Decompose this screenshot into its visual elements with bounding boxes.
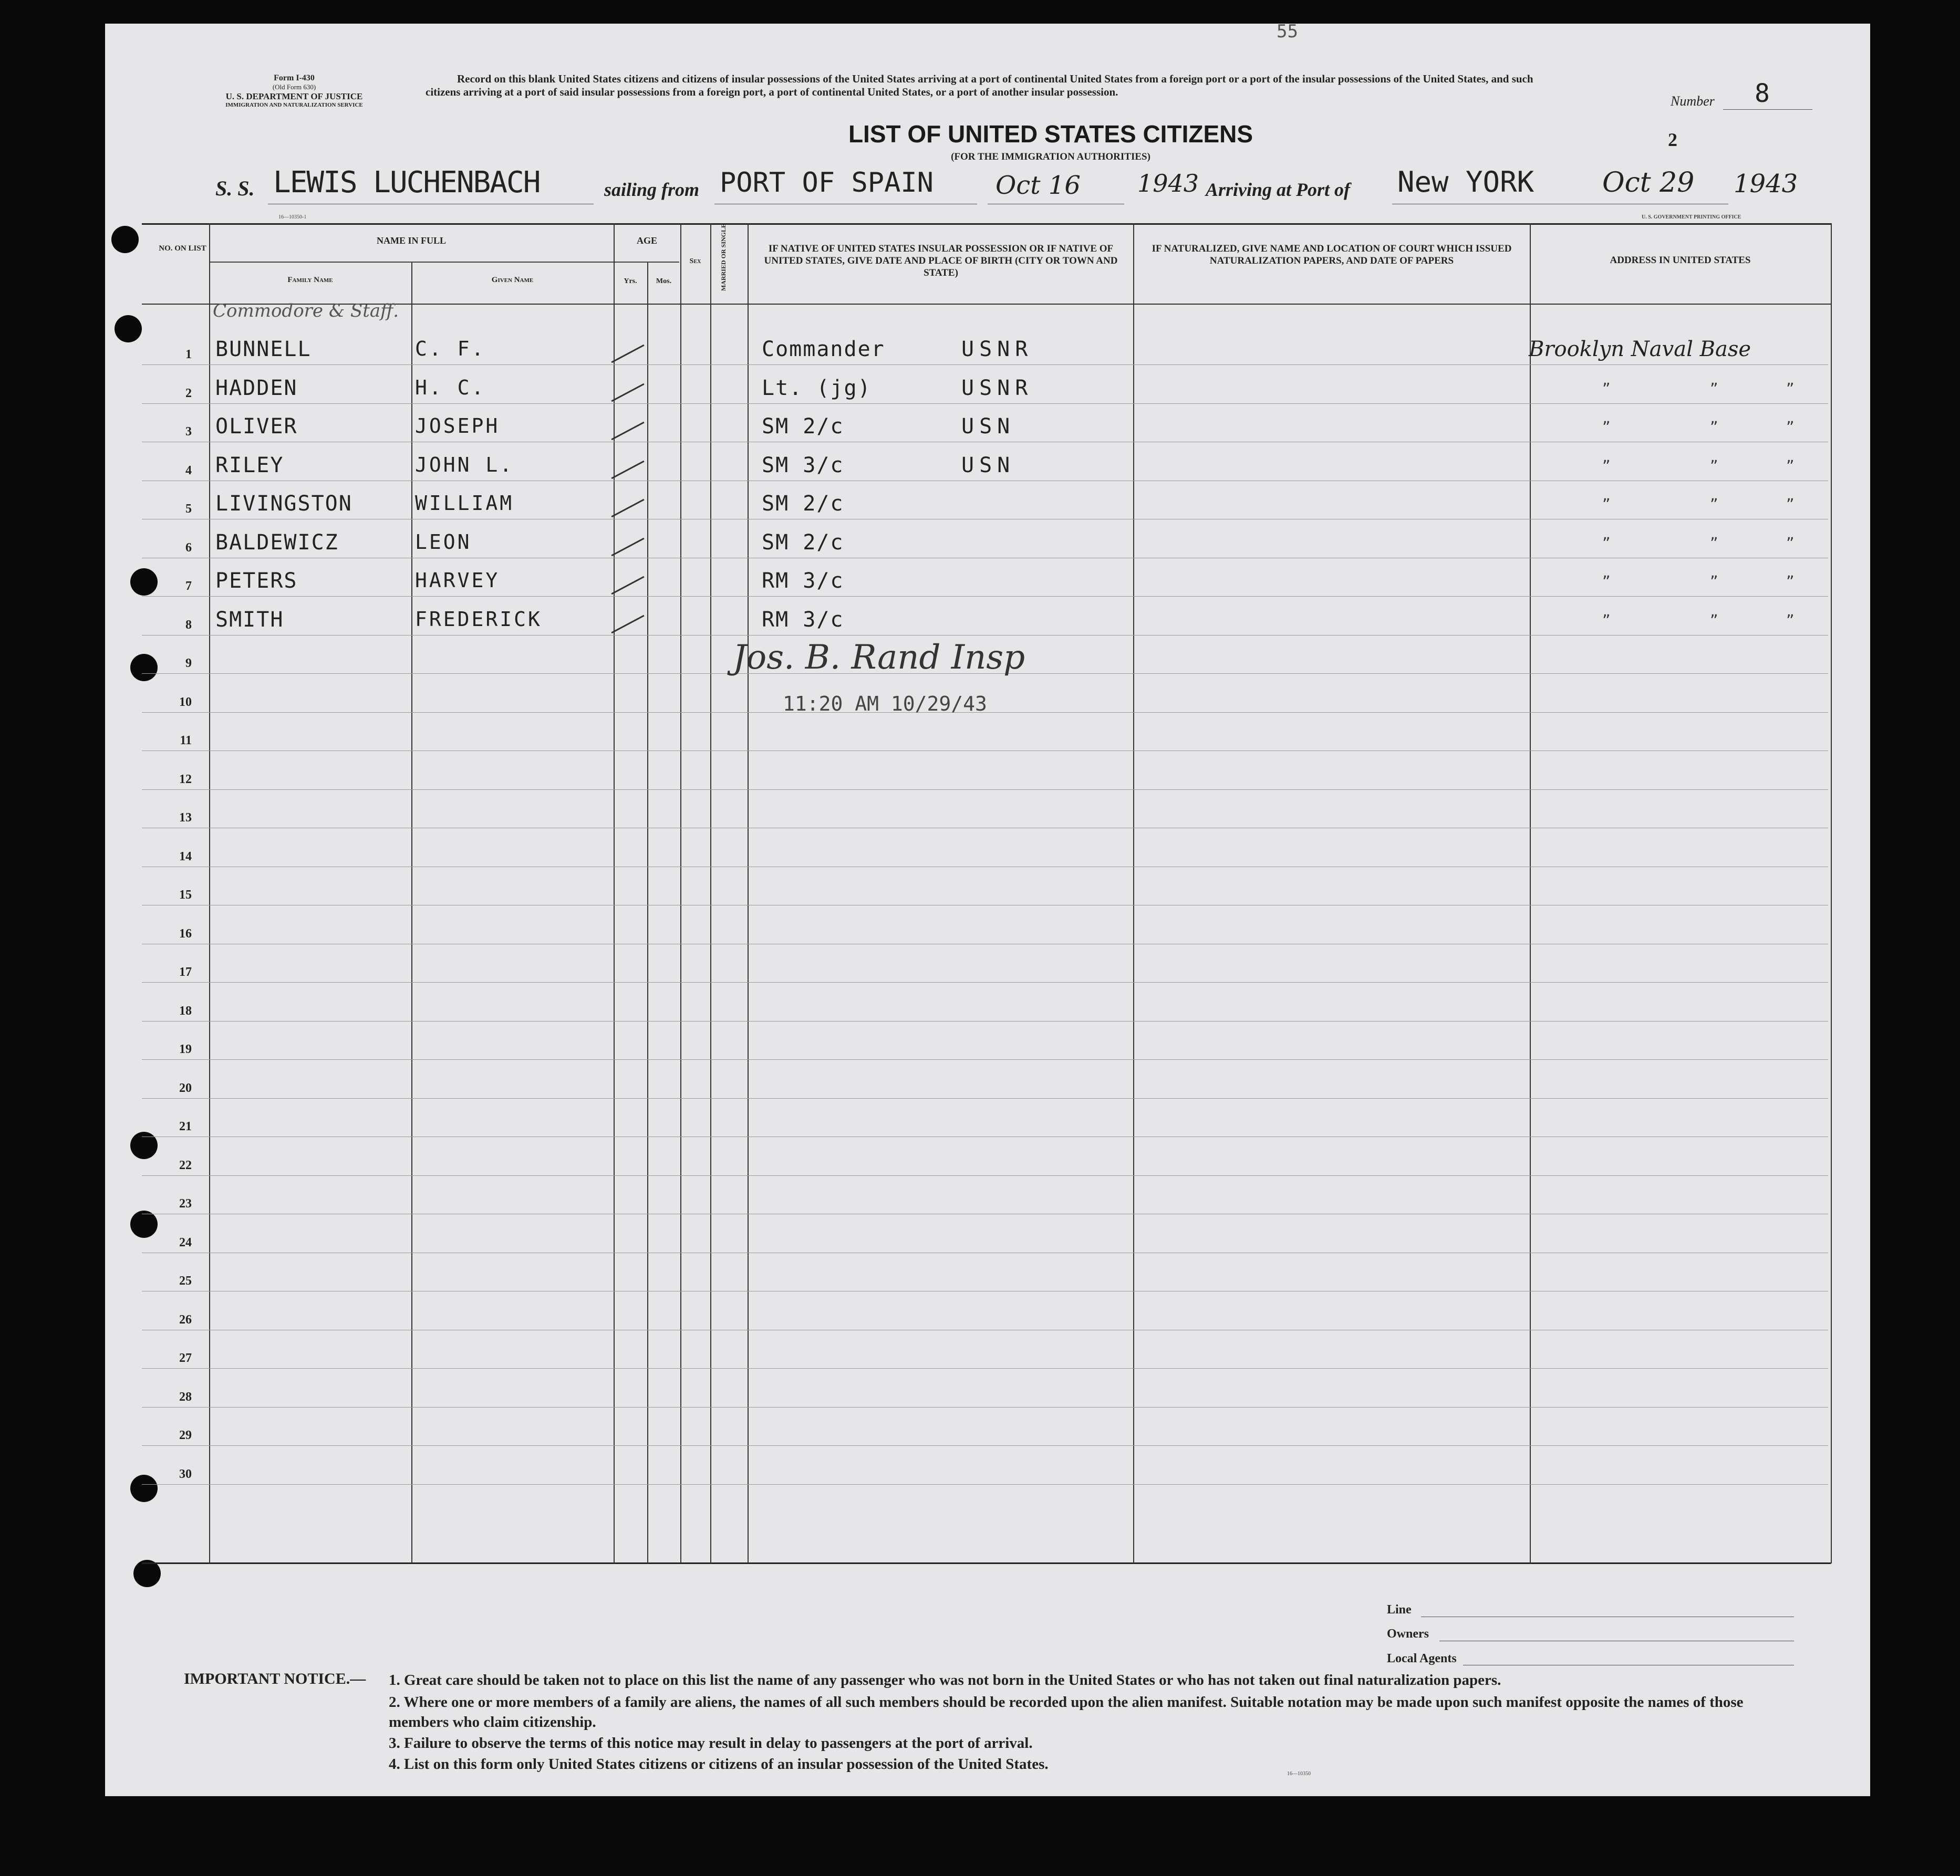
form-id-block — [210, 74, 378, 108]
table-top-border — [142, 223, 1831, 225]
owners-label: Owners — [1387, 1627, 1429, 1641]
family-name-cell: HADDEN — [215, 376, 298, 400]
given-name-cell: WILLIAM — [415, 492, 514, 515]
family-name-cell: PETERS — [215, 569, 298, 593]
ditto-mark: ” — [1710, 419, 1718, 437]
ruled-line — [142, 982, 1828, 983]
header-no-on-list: NO. ON LIST — [159, 244, 206, 253]
date-from: Oct 16 — [995, 171, 1081, 200]
ruled-line — [142, 1445, 1828, 1446]
given-name-cell: FREDERICK — [415, 608, 542, 631]
col-divider — [710, 223, 711, 1564]
ditto-mark: ” — [1710, 612, 1718, 630]
branch-cell: USNR — [961, 337, 1033, 361]
row-number: 20 — [179, 1081, 192, 1095]
ditto-mark: ” — [1710, 573, 1718, 591]
header-naturalized: IF NATURALIZED, GIVE NAME AND LOCATION OF COURT WHICH ISSUED NATURALIZATION PAPERS, AND DATE OF PAPERS — [1152, 243, 1512, 266]
rank-cell: SM 3/c — [762, 453, 844, 477]
port-from: PORT OF SPAIN — [720, 167, 934, 199]
rank-cell: SM 2/c — [762, 492, 844, 516]
ditto-mark: ” — [1786, 496, 1795, 514]
printing-code: 16—10350-1 — [278, 214, 307, 220]
gpo-imprint: U. S. GOVERNMENT PRINTING OFFICE — [1642, 214, 1741, 220]
ditto-mark: ” — [1602, 380, 1611, 399]
rank-cell: RM 3/c — [762, 569, 844, 593]
header-age: AGE — [636, 235, 657, 246]
row-number: 19 — [179, 1043, 192, 1056]
notice-item: 3. Failure to observe the terms of this notice may result in delay to passengers at the port of arrival. — [389, 1735, 1033, 1752]
row-number: 5 — [185, 502, 192, 516]
given-name-cell: JOHN L. — [415, 453, 514, 476]
row-number: 6 — [185, 541, 192, 555]
ss-label: S. S. — [215, 176, 255, 200]
row-number: 30 — [179, 1467, 192, 1481]
row-number: 25 — [179, 1274, 192, 1288]
family-name-cell: BUNNELL — [215, 337, 312, 361]
row-number: 14 — [179, 850, 192, 863]
notice-item: 1. Great care should be taken not to place on this list the name of any passenger who was not born in the United States or who has not taken out final naturalization papers. — [389, 1672, 1501, 1689]
branch-cell: USNR — [961, 376, 1033, 400]
ruled-line — [142, 596, 1828, 597]
ditto-mark: ” — [1786, 419, 1795, 437]
ditto-mark: ” — [1602, 496, 1611, 514]
family-name-cell: RILEY — [215, 453, 284, 477]
row-number: 27 — [179, 1351, 192, 1365]
header-married-single: MARRIED OR SINGLE — [720, 224, 727, 291]
header-address: ADDRESS IN UNITED STATES — [1610, 255, 1751, 266]
number-rule — [1723, 109, 1812, 110]
ditto-mark: ” — [1786, 380, 1795, 399]
punch-hole — [130, 1211, 158, 1238]
ditto-mark: ” — [1602, 419, 1611, 437]
family-name-cell: SMITH — [215, 608, 284, 632]
given-name-cell: H. C. — [415, 376, 486, 399]
form-number: Form I-430 — [274, 74, 315, 82]
header-age-yrs: Yrs. — [624, 277, 637, 285]
old-form-number: (Old Form 630) — [272, 83, 316, 91]
row-number: 28 — [179, 1390, 192, 1404]
ditto-mark: ” — [1786, 457, 1795, 476]
ditto-mark: ” — [1786, 612, 1795, 630]
row-number: 4 — [185, 464, 192, 477]
row-number: 10 — [179, 695, 192, 709]
header-birth: IF NATIVE OF UNITED STATES INSULAR POSSESSION OR IF NATIVE OF UNITED STATES, GIVE DATE AND PLACE OF BIRTH (CITY OR TOWN AND STATE) — [764, 243, 1118, 278]
department-name: U. S. DEPARTMENT OF JUSTICE — [225, 91, 363, 101]
number-label: Number — [1671, 93, 1715, 109]
form-instructions: Record on this blank United States citizens and citizens of insular possessions of the United States arriving at a port of continental United States from a foreign port or a port of the insular possessions of the United States, and such citizens arriving at a port of said insular possessions from a foreign port, a port of continental United States, or a port of another insular possession. — [426, 72, 1533, 98]
punch-hole — [115, 315, 142, 342]
line-label: Line — [1387, 1603, 1412, 1617]
row-number: 16 — [179, 927, 192, 941]
rank-cell: RM 3/c — [762, 608, 844, 632]
header-given-name: Given Name — [491, 276, 534, 284]
inspector-signature: Jos. B. Rand Insp — [733, 638, 1025, 677]
col-divider — [1133, 223, 1134, 1564]
row-number: 24 — [179, 1236, 192, 1249]
date-to: Oct 29 — [1602, 167, 1695, 199]
row-number: 26 — [179, 1313, 192, 1327]
row-number: 9 — [185, 656, 192, 670]
ditto-mark: ” — [1602, 573, 1611, 591]
ruled-line — [142, 1098, 1828, 1099]
row-number: 3 — [185, 425, 192, 439]
row-number: 17 — [179, 965, 192, 979]
row-number: 13 — [179, 811, 192, 825]
page-number: 55 — [1277, 21, 1298, 42]
row-number: 23 — [179, 1197, 192, 1211]
ruled-line — [142, 1059, 1828, 1060]
notice-heading: IMPORTANT NOTICE.— — [184, 1670, 366, 1687]
ruled-line — [142, 1175, 1828, 1176]
agents-label: Local Agents — [1387, 1652, 1457, 1665]
col-divider — [209, 223, 210, 1564]
ruled-line — [142, 1368, 1828, 1369]
page-subtitle: (FOR THE IMMIGRATION AUTHORITIES) — [951, 151, 1150, 162]
given-name-cell: C. F. — [415, 337, 486, 360]
col-divider — [680, 223, 681, 1564]
row-number: 21 — [179, 1120, 192, 1133]
given-name-cell: JOSEPH — [415, 414, 500, 437]
row-number: 22 — [179, 1159, 192, 1172]
row-number: 7 — [185, 579, 192, 593]
header-age-mos: Mos. — [656, 277, 672, 285]
given-name-cell: HARVEY — [415, 569, 500, 592]
ruled-line — [142, 1407, 1828, 1408]
ship-name: LEWIS LUCHENBACH — [273, 165, 540, 200]
notice-item: 2. Where one or more members of a family are aliens, the names of all such members should be recorded upon the alien manifest. Suitable notation may be made upon such manifest opposite the names of those members who claim citizenship. — [389, 1694, 1744, 1731]
col-divider — [1530, 223, 1531, 1564]
row-number: 18 — [179, 1004, 192, 1018]
notice-item: 4. List on this form only United States citizens or citizens of an insular possession of the United States. — [389, 1756, 1049, 1773]
row-number: 15 — [179, 888, 192, 902]
inspection-time: 11:20 AM 10/29/43 — [783, 692, 987, 715]
family-name-cell: LIVINGSTON — [215, 492, 352, 516]
ruled-line — [142, 789, 1828, 790]
port-to: New YORK — [1397, 165, 1534, 199]
given-name-cell: LEON — [415, 530, 472, 554]
sheet-number: 2 — [1668, 129, 1677, 150]
group-note: Commodore & Staff. — [213, 300, 399, 321]
ditto-mark: ” — [1710, 380, 1718, 399]
year-to: 1943 — [1734, 169, 1798, 199]
ditto-mark: ” — [1786, 573, 1795, 591]
col-divider — [748, 223, 749, 1564]
row-number: 2 — [185, 387, 192, 400]
header-family-name: Family Name — [287, 276, 333, 284]
rank-cell: Lt. (jg) — [762, 376, 872, 400]
rank-cell: SM 2/c — [762, 530, 844, 555]
col-divider — [1831, 223, 1832, 1564]
row-number: 11 — [180, 734, 192, 747]
service-name: IMMIGRATION AND NATURALIZATION SERVICE — [225, 102, 363, 108]
branch-cell: USN — [961, 414, 1015, 439]
footer-code: 16—10350 — [1287, 1771, 1311, 1777]
header-name-in-full: NAME IN FULL — [376, 235, 446, 246]
row-number: 1 — [185, 348, 192, 361]
number-value: 8 — [1755, 79, 1770, 108]
family-name-cell: BALDEWICZ — [215, 530, 339, 555]
rank-cell: Commander — [762, 337, 885, 361]
row-number: 12 — [179, 773, 192, 786]
ditto-mark: ” — [1602, 535, 1611, 553]
ruled-line — [142, 1484, 1828, 1485]
sailing-label: sailing from — [604, 179, 700, 200]
family-name-cell: OLIVER — [215, 414, 298, 439]
ruled-line — [142, 1021, 1828, 1022]
year-from: 1943 — [1137, 169, 1199, 197]
punch-hole — [130, 1132, 158, 1159]
address-cell: Brooklyn Naval Base — [1529, 337, 1751, 361]
ditto-mark: ” — [1602, 457, 1611, 476]
ruled-line — [142, 364, 1828, 365]
ditto-mark: ” — [1710, 535, 1718, 553]
header-sex: Sex — [689, 257, 701, 265]
ruled-line — [142, 403, 1828, 404]
col-divider — [614, 223, 615, 1564]
table-bottom-border — [142, 1562, 1831, 1564]
ditto-mark: ” — [1710, 457, 1718, 476]
punch-hole — [111, 226, 139, 253]
arriving-label: Arriving at Port of — [1206, 179, 1351, 200]
manifest-page — [105, 24, 1870, 1796]
ditto-mark: ” — [1710, 496, 1718, 514]
page-title: LIST OF UNITED STATES CITIZENS — [848, 120, 1253, 148]
age-group-rule — [614, 262, 679, 263]
row-number: 29 — [179, 1429, 192, 1442]
rank-cell: SM 2/c — [762, 414, 844, 439]
ditto-mark: ” — [1786, 535, 1795, 553]
row-number: 8 — [185, 618, 192, 632]
branch-cell: USN — [961, 453, 1015, 477]
ditto-mark: ” — [1602, 612, 1611, 630]
